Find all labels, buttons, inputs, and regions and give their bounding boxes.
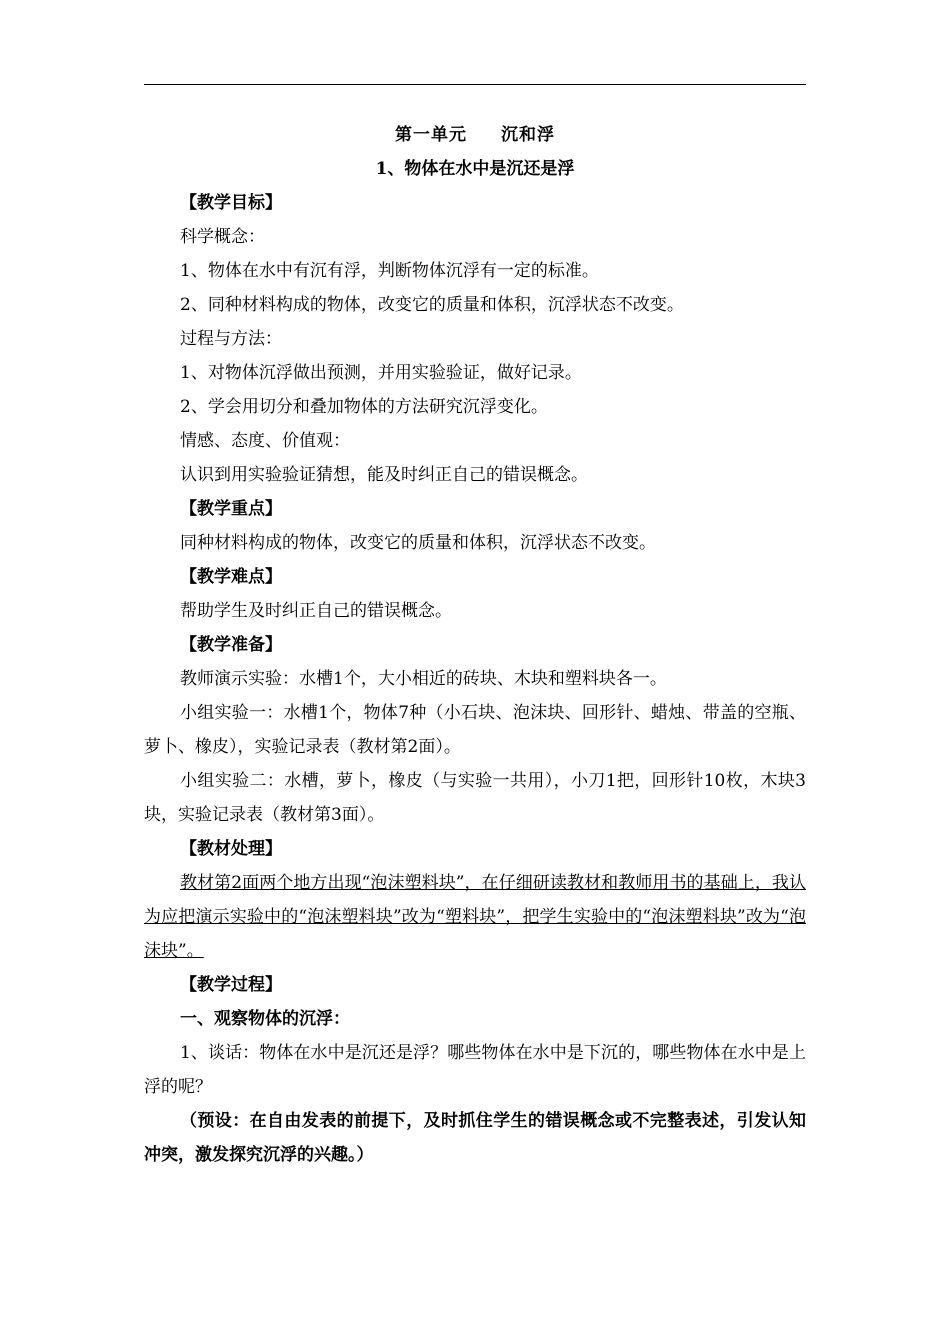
preparation-heading: 【教学准备】 <box>180 635 282 655</box>
goals-heading: 【教学目标】 <box>180 193 282 213</box>
process-heading: 【教学过程】 <box>180 975 282 995</box>
attitude-label: 情感、态度、价值观： <box>180 431 350 451</box>
concept-item-1: 1、物体在水中有沉有浮，判断物体沉浮有一定的标准。 <box>180 261 599 281</box>
difficulty-heading: 【教学难点】 <box>180 567 282 587</box>
material-text <box>144 866 806 968</box>
header-rule <box>144 84 806 85</box>
method-item-1: 1、对物体沉浮做出预测，并用实验验证，做好记录。 <box>180 363 582 383</box>
process-section-1: 一、观察物体的沉浮： <box>180 1009 350 1029</box>
concept-item-2: 2、同种材料构成的物体，改变它的质量和体积，沉浮状态不改变。 <box>180 295 684 315</box>
unit-topic: 沉和浮 <box>501 125 555 145</box>
preset-text: （预设：在自由发表的前提下，及时抓住学生的错误概念或不完整表述，引发认知冲突，激发探究沉浮的兴趣。） <box>144 1111 806 1165</box>
attitude-item-1: 认识到用实验验证猜想，能及时纠正自己的错误概念。 <box>180 465 588 485</box>
method-item-2: 2、学会用切分和叠加物体的方法研究沉浮变化。 <box>180 397 548 417</box>
key-point-text: 同种材料构成的物体，改变它的质量和体积，沉浮状态不改变。 <box>180 533 656 553</box>
concept-label: 科学概念： <box>180 227 265 247</box>
method-label: 过程与方法： <box>180 329 282 349</box>
lesson-title: 1、物体在水中是沉还是浮 <box>375 159 575 179</box>
unit-title <box>144 118 806 152</box>
material-text-underlined: 教材第2面两个地方出现“泡沫塑料块”，在仔细研读教材和教师用书的基础上，我认为应把演示实验中的“泡沫塑料块”改为“塑料块”，把学生实验中的“泡沫塑料块”改为“泡沫块”。 <box>144 873 806 961</box>
material-heading: 【教材处理】 <box>180 839 282 859</box>
unit-name: 第一单元 <box>395 125 467 145</box>
group-experiment-1: 小组实验一：水槽1个，物体7种（小石块、泡沫块、回形针、蜡烛、带盖的空瓶、萝卜、橡皮），实验记录表（教材第2面）。 <box>144 703 806 757</box>
key-point-heading: 【教学重点】 <box>180 499 282 519</box>
lesson-document <box>144 118 806 1172</box>
teacher-demo-text: 教师演示实验：水槽1个，大小相近的砖块、木块和塑料块各一。 <box>180 669 667 689</box>
group-experiment-2: 小组实验二：水槽，萝卜，橡皮（与实验一共用），小刀1把，回形针10枚，木块3块，实验记录表（教材第3面）。 <box>144 771 806 825</box>
difficulty-text: 帮助学生及时纠正自己的错误概念。 <box>180 601 452 621</box>
talk-text: 1、谈话：物体在水中是沉还是浮？哪些物体在水中是下沉的，哪些物体在水中是上浮的呢？ <box>144 1043 806 1097</box>
